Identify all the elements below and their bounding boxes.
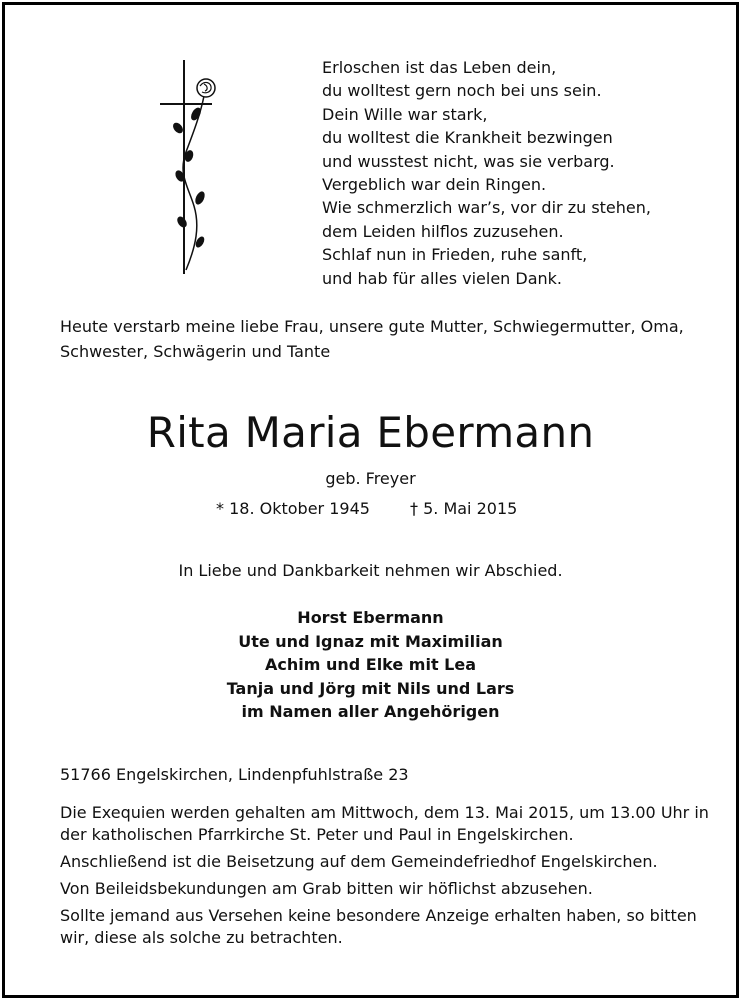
announcement-line: Schwester, Schwägerin und Tante xyxy=(60,342,331,361)
poem-line: Dein Wille war stark, xyxy=(322,104,488,124)
death-date: † 5. Mai 2015 xyxy=(410,499,518,518)
funeral-details xyxy=(60,802,730,954)
farewell-text: In Liebe und Dankbarkeit nehmen wir Abschied. xyxy=(178,561,563,580)
announcement-text xyxy=(60,314,720,364)
poem-line: Vergeblich war dein Ringen. xyxy=(322,175,547,195)
details-paragraph: Sollte jemand aus Versehen keine besondere Anzeige erhalten haben, so bitten wir, diese als solche zu betrachten. xyxy=(60,906,697,947)
details-paragraph: Anschließend ist die Beisetzung auf dem Gemeindefriedhof Engelskirchen. xyxy=(60,852,658,871)
mourner-entry: im Namen aller Angehörigen xyxy=(241,702,500,721)
address: 51766 Engelskirchen, Lindenpfuhlstraße 23 xyxy=(60,765,409,784)
maiden-name: geb. Freyer xyxy=(325,469,416,488)
poem-line: du wolltest gern noch bei uns sein. xyxy=(322,81,602,101)
mourner-entry: Achim und Elke mit Lea xyxy=(264,655,477,674)
details-paragraph: Von Beileidsbekundungen am Grab bitten wir höflichst abzusehen. xyxy=(60,879,593,898)
poem-line: und hab für alles vielen Dank. xyxy=(322,268,562,288)
deceased-name: Rita Maria Ebermann xyxy=(146,408,595,457)
poem-line: Schlaf nun in Frieden, ruhe sanft, xyxy=(322,245,588,265)
birth-date: * 18. Oktober 1945 xyxy=(216,499,370,518)
poem-line: Wie schmerzlich war’s, vor dir zu stehen, xyxy=(322,198,651,218)
mourner-entry: Tanja und Jörg mit Nils und Lars xyxy=(226,678,515,698)
poem-line: dem Leiden hilflos zuzusehen. xyxy=(322,221,564,241)
poem xyxy=(322,56,722,290)
announcement-line: Heute verstarb meine liebe Frau, unsere gute Mutter, Schwiegermutter, Oma, xyxy=(60,317,684,336)
mourner-entry: Horst Ebermann xyxy=(297,608,444,627)
poem-line: Erloschen ist das Leben dein, xyxy=(322,58,557,77)
cross-with-rose-icon xyxy=(156,56,220,278)
mourner-entry: Ute und Ignaz mit Maximilian xyxy=(238,631,503,651)
details-paragraph: Die Exequien werden gehalten am Mittwoch, dem 13. Mai 2015, um 13.00 Uhr in der katholischen Pfarrkirche St. Peter und Paul in Engelskirchen. xyxy=(60,803,709,844)
poem-line: du wolltest die Krankheit bezwingen xyxy=(322,128,613,148)
mourners-list xyxy=(0,606,741,724)
poem-line: und wusstest nicht, was sie verbarg. xyxy=(322,151,615,171)
